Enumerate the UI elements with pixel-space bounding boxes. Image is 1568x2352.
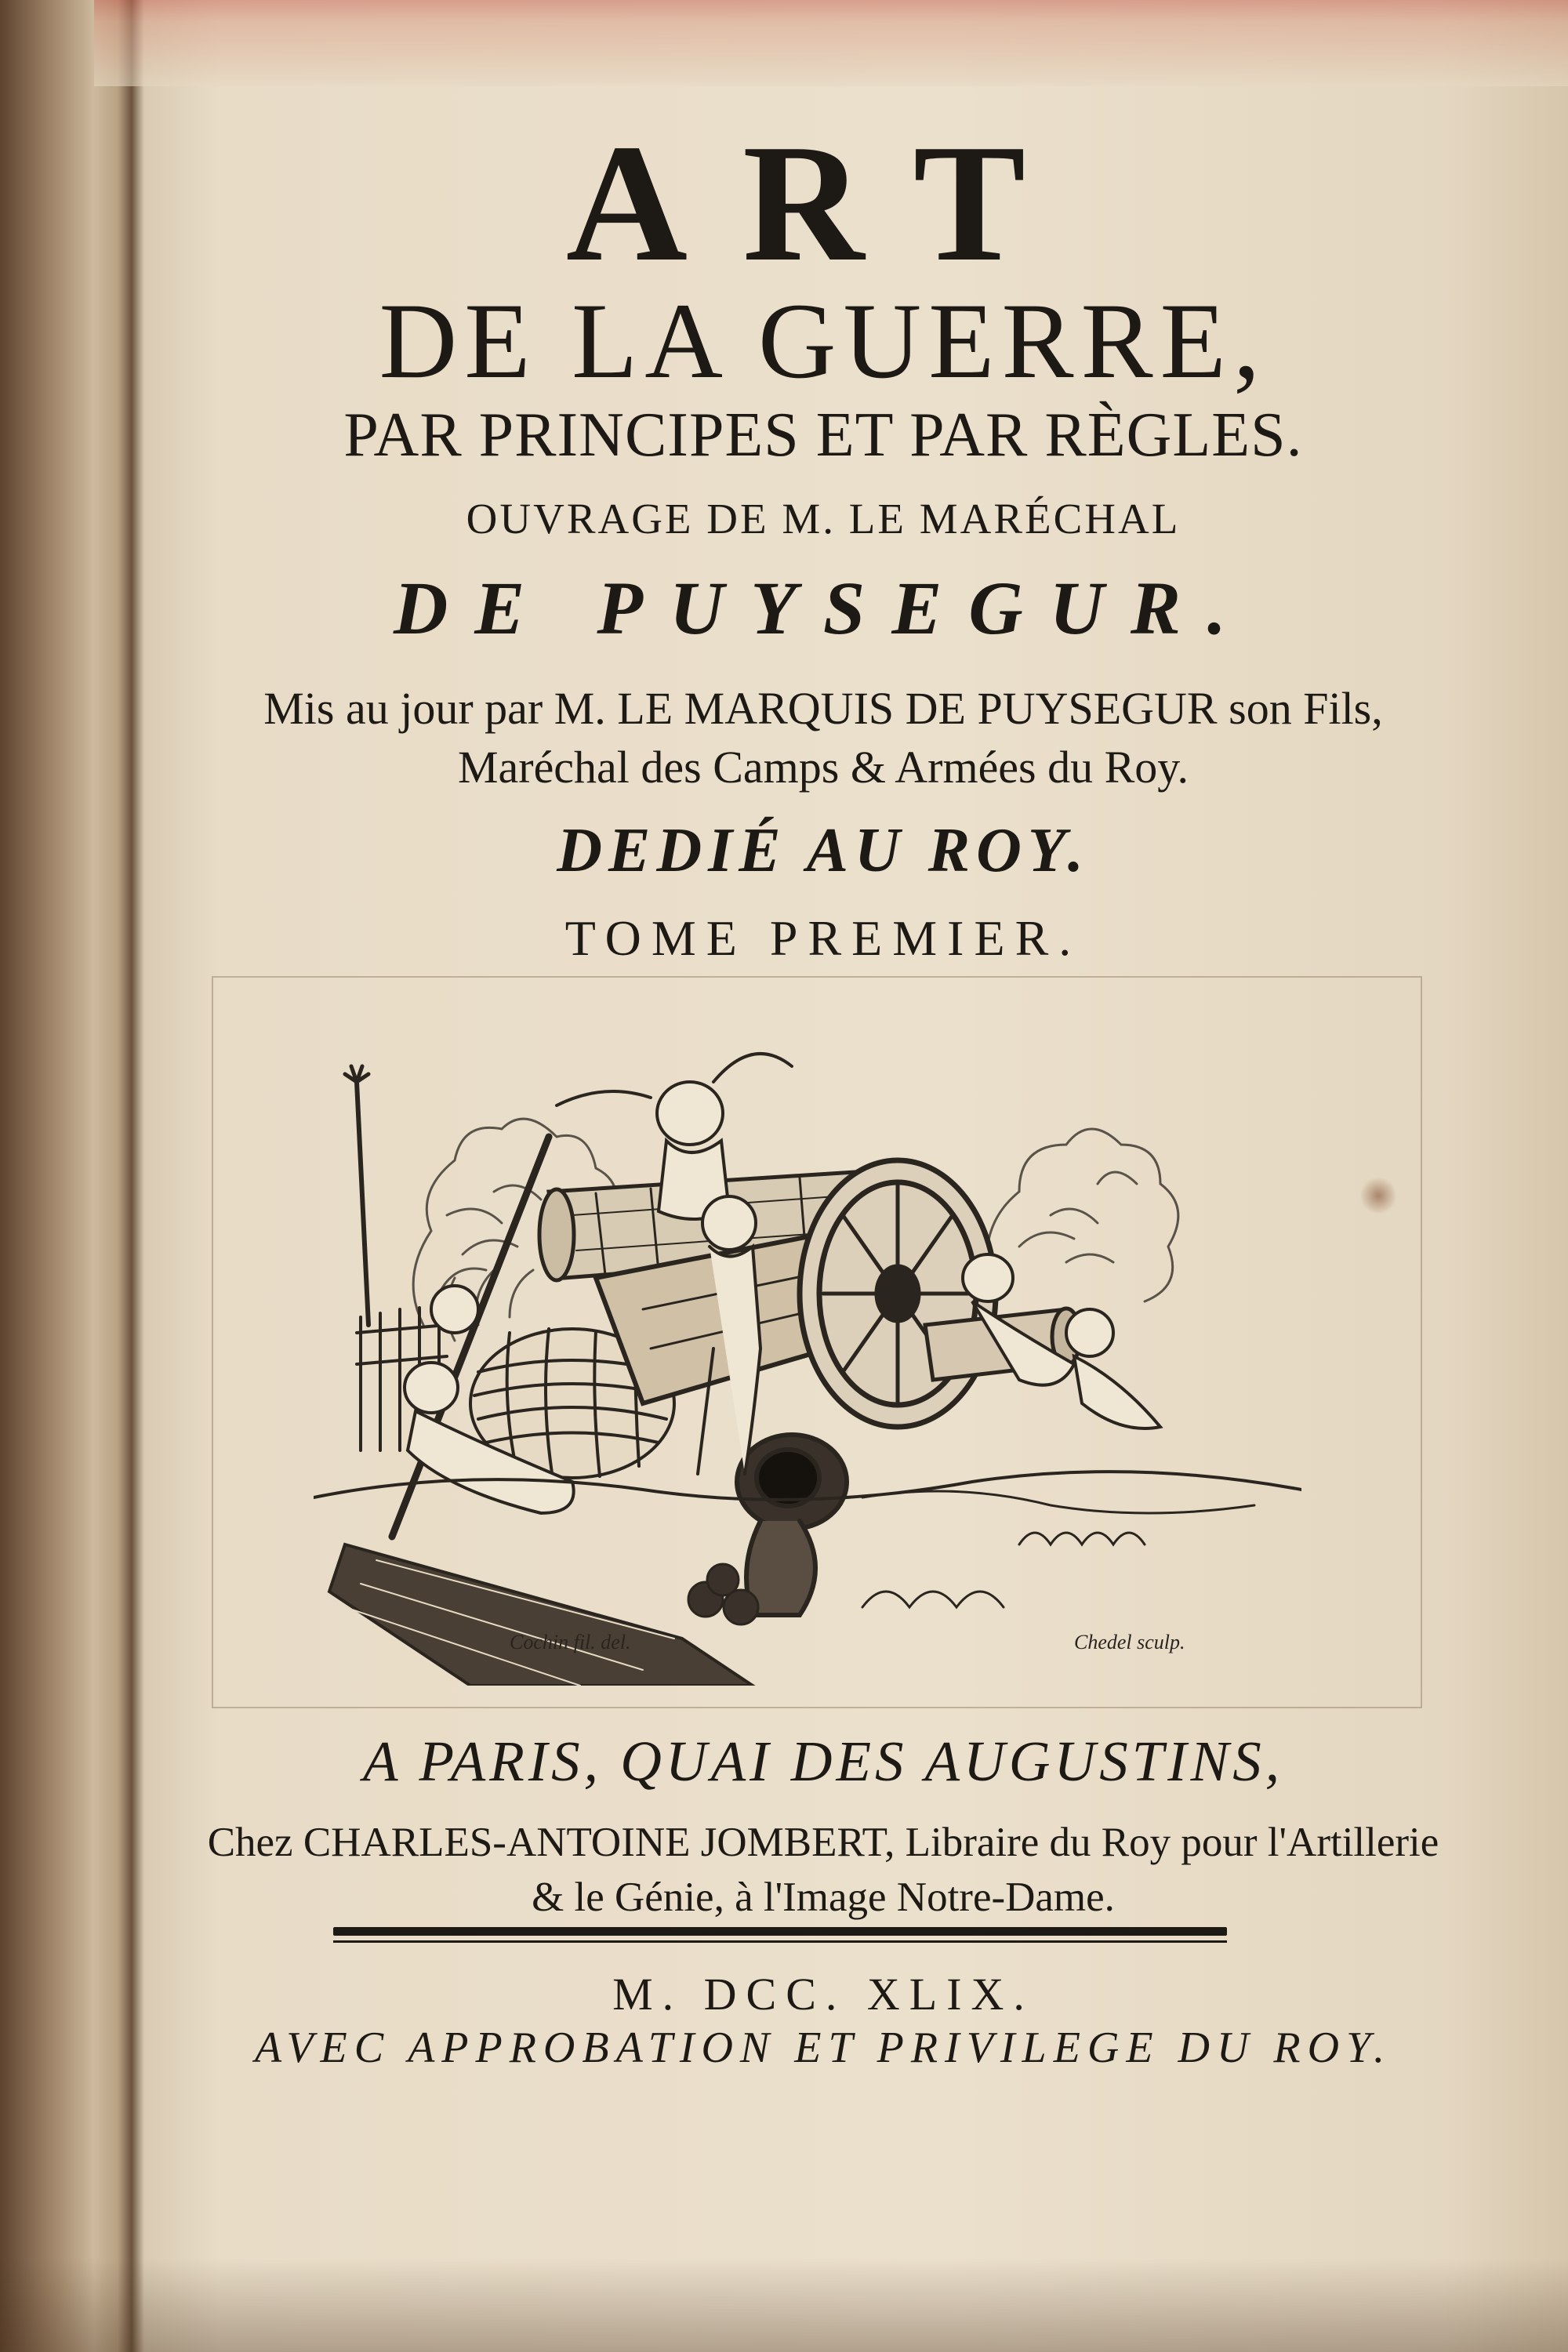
volume-label: TOME PREMIER. xyxy=(564,910,1082,966)
work-by: OUVRAGE DE M. LE MARÉCHAL xyxy=(466,495,1181,543)
dedication: DEDIÉ AU ROY. xyxy=(557,816,1090,885)
publication-year: M. DCC. XLIX. xyxy=(612,1969,1034,2020)
imprint-place: A PARIS, QUAI DES AUGUSTINS, xyxy=(362,1730,1284,1793)
author-name: DE PUYSEGUR. xyxy=(393,566,1254,650)
carriage-wheel xyxy=(800,1160,996,1427)
engraving-signature-right: Chedel sculp. xyxy=(1074,1631,1185,1653)
imprint-rule xyxy=(333,1927,1227,1936)
title-line-1: ART xyxy=(565,109,1081,296)
foliage-right xyxy=(986,1129,1178,1301)
imprint-rule-thin xyxy=(333,1940,1227,1943)
title-line-2: DE LA GUERRE, xyxy=(379,281,1268,401)
publisher-line-2: & le Génie, à l'Image Notre-Dame. xyxy=(532,1875,1115,1920)
edited-by-line-1: Mis au jour par M. LE MARQUIS DE PUYSEGUR son Fils, xyxy=(263,683,1383,734)
subtitle: PAR PRINCIPES ET PAR RÈGLES. xyxy=(343,401,1303,470)
publisher-line-1: Chez CHARLES-ANTOINE JOMBERT, Libraire du Roy pour l'Artillerie xyxy=(207,1820,1439,1865)
frontispiece-engraving xyxy=(314,996,1301,1686)
engraving-signature-left: Cochin fil. del. xyxy=(510,1631,631,1653)
staff-left xyxy=(357,1082,368,1325)
privilege-line: AVEC APPROBATION ET PRIVILEGE DU ROY. xyxy=(254,2024,1392,2072)
edited-by-line-2: Maréchal des Camps & Armées du Roy. xyxy=(457,742,1189,793)
title-page xyxy=(102,31,1544,2336)
bottom-shadow xyxy=(0,2258,1568,2352)
mortar xyxy=(737,1435,847,1615)
